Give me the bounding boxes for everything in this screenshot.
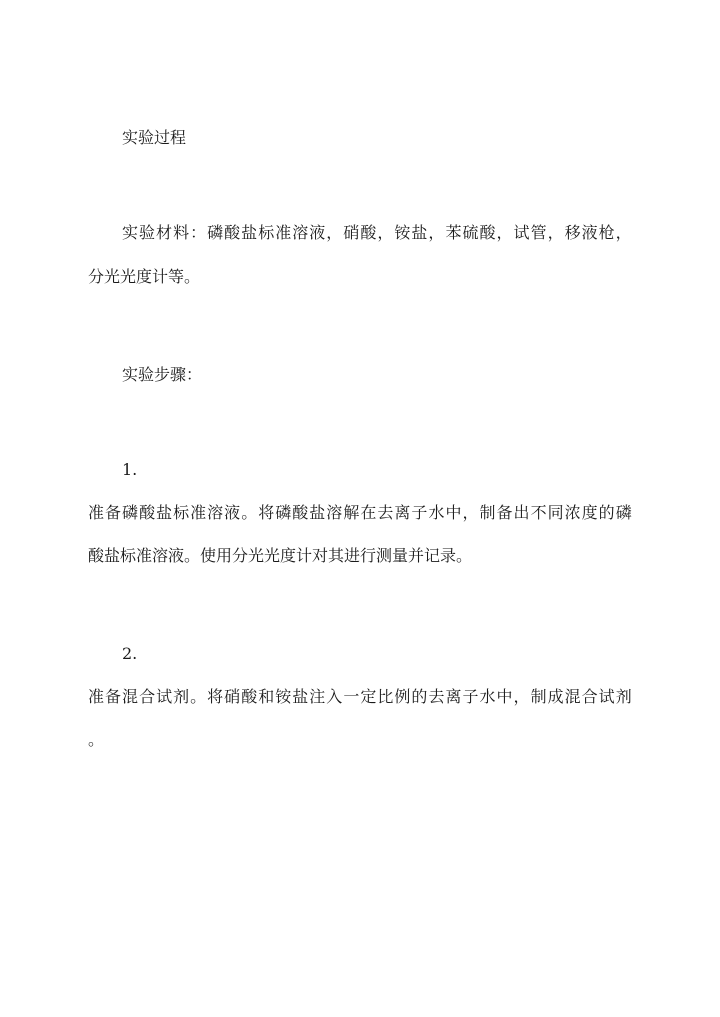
step-2-line-2: 。 — [88, 730, 105, 749]
step-1-line-2: 酸盐标准溶液。使用分光光度计对其进行测量并记录。 — [88, 546, 473, 565]
step-2-line-1: 准备混合试剂。将硝酸和铵盐注入一定比例的去离子水中，制成混合试剂 — [88, 687, 632, 706]
step-1-line-1: 准备磷酸盐标准溶液。将磷酸盐溶解在去离子水中，制备出不同浓度的磷 — [88, 503, 632, 522]
steps-heading: 实验步骤： — [122, 365, 203, 384]
materials-line-2: 分光光度计等。 — [88, 267, 201, 286]
step-2-number: 2. — [122, 644, 138, 663]
step-1-number: 1. — [122, 460, 138, 479]
materials-line-1: 实验材料：磷酸盐标准溶液，硝酸，铵盐，苯硫酸，试管，移液枪， — [122, 223, 632, 242]
section-heading: 实验过程 — [122, 128, 187, 147]
